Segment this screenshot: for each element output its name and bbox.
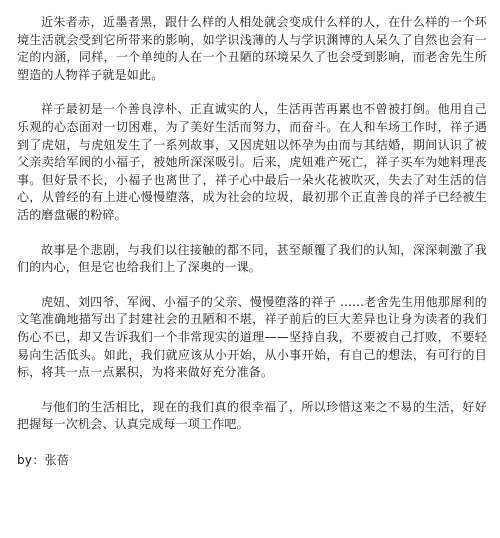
- essay-document: [17, 14, 487, 469]
- paragraph-2: 祥子最初是一个善良淳朴、正直诚实的人，生活再苦再累也不曾被打倒。他用自己乐观的心态面对一切困难，为了美好生活而努力，而奋斗。在人和车场工作时，祥子遇到了虎妞，与虎妞发生了一系列故事，又因虎妞以怀孕为由而与其结婚，期间认识了被父亲卖给军阀的小福子，被她所深深吸引。后来，虎妞难产死亡，祥子买车为她料理丧事。但好景不长，小福子也离世了，祥子心中最后一朵火花被吹灭，失去了对生活的信心，从曾经的有上进心慢慢堕落，成为社会的垃圾，最初那个正直善良的祥子已经被生活的磨盘碾的粉碎。: [17, 102, 487, 222]
- paragraph-4: 虎妞、刘四爷、军阀、小福子的父亲、慢慢堕落的祥子 ......老舍先生用他那犀利的文笔准确地描写出了封建社会的丑陋和不堪，祥子前后的巨大差异也让身为读者的我们伤心不已，却又告诉我们一个非常现实的道理——坚持自我，不要被自己打败，不要轻易向生活低头。如此，我们就应该从小开始，从小事开始，有自己的想法，有可行的目标，将其一点一点累积，为将来做好充分准备。: [17, 294, 487, 380]
- paragraph-3: 故事是个悲剧，与我们以往接触的都不同，甚至颠覆了我们的认知，深深刺激了我们的内心，但是它也给我们上了深奥的一课。: [17, 242, 487, 275]
- author-byline: by：张蓓: [17, 452, 70, 467]
- paragraph-1: 近朱者赤，近墨者黑，跟什么样的人相处就会变成什么样的人，在什么样的一个环境生活就会受到它所带来的影响，如学识浅薄的人与学识渊博的人呆久了自然也会有一定的内涵，同样，一个单纯的人在一个丑陋的环境呆久了也会受到影响，而老舍先生所塑造的人物祥子就是如此。: [17, 15, 487, 82]
- paragraph-5: 与他们的生活相比，现在的我们真的很幸福了，所以珍惜这来之不易的生活，好好把握每一次机会、认真完成每一项工作吧。: [17, 399, 487, 432]
